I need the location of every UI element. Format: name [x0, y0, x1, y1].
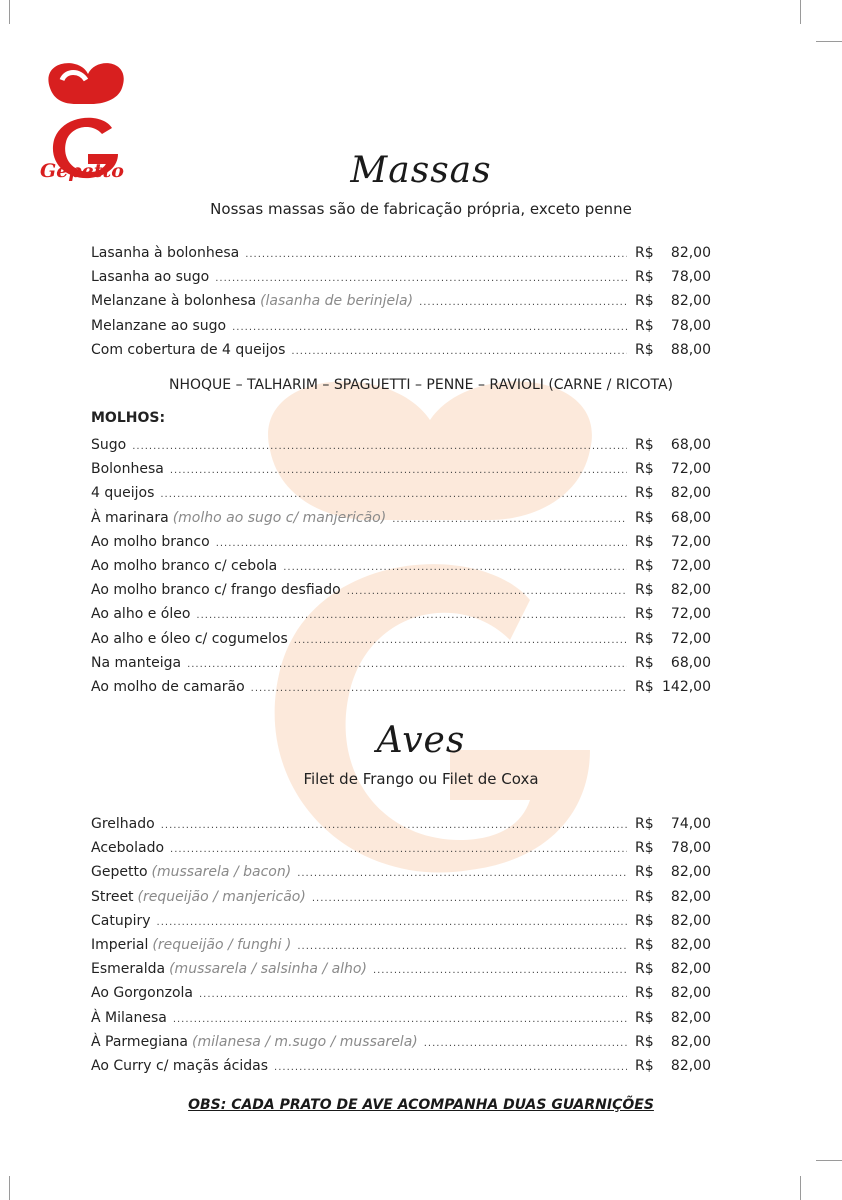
aves-subtitle: Filet de Frango ou Filet de Coxa [303, 770, 539, 788]
menu-item-price [635, 981, 711, 1005]
price-value: 82,00 [670, 864, 711, 881]
menu-item-price [635, 338, 711, 362]
dot-leader [245, 243, 627, 267]
menu-item-price [635, 812, 711, 836]
molhos-label: MOLHOS: [91, 410, 166, 426]
menu-item-price [635, 627, 711, 651]
menu-item-price [635, 241, 711, 265]
dot-leader [132, 435, 627, 459]
menu-item [91, 1030, 711, 1054]
currency-symbol: R$ [635, 985, 654, 1002]
currency-symbol: R$ [635, 533, 654, 550]
price-value: 72,00 [670, 461, 711, 478]
menu-item-price [635, 885, 711, 909]
crop-mark [9, 1176, 10, 1200]
menu-item-name: Ao molho branco [91, 533, 210, 550]
menu-item [91, 627, 711, 651]
menu-item [91, 481, 711, 505]
menu-item-name: Lasanha à bolonhesa [91, 245, 240, 261]
dot-leader [392, 508, 627, 532]
currency-symbol: R$ [635, 912, 654, 929]
menu-item-note: (lasanha de berinjela) [260, 293, 414, 310]
menu-item-price [635, 265, 711, 289]
menu-item [91, 885, 711, 909]
price-value: 82,00 [670, 1057, 711, 1074]
menu-item [91, 860, 711, 884]
menu-item-price [635, 530, 711, 554]
dot-leader [424, 1032, 627, 1056]
menu-item-price [635, 675, 711, 699]
currency-symbol: R$ [635, 630, 654, 647]
menu-item-name: Ao alho e óleo [91, 606, 191, 623]
menu-item-name: Com cobertura de 4 queijos [91, 341, 286, 358]
currency-symbol: R$ [635, 1033, 654, 1050]
aves-title: Aves [376, 720, 466, 761]
dot-leader [297, 862, 627, 886]
menu-item [91, 933, 711, 957]
menu-item-name: Gepetto [91, 864, 148, 881]
dot-leader [173, 1008, 627, 1032]
menu-item-name: Grelhado [91, 816, 155, 832]
price-value: 82,00 [670, 245, 711, 261]
menu-item-price [635, 933, 711, 957]
menu-item [91, 602, 711, 626]
menu-item-name: Bolonhesa [91, 461, 164, 478]
dot-leader [216, 532, 627, 556]
menu-item-price [635, 457, 711, 481]
currency-symbol: R$ [635, 816, 654, 832]
dot-leader [283, 556, 627, 580]
menu-item-price [635, 481, 711, 505]
menu-item [91, 530, 711, 554]
menu-item [91, 1054, 711, 1078]
dot-leader [199, 983, 627, 1007]
currency-symbol: R$ [635, 293, 654, 310]
menu-item [91, 433, 711, 457]
price-value: 82,00 [670, 888, 711, 905]
dot-leader [160, 483, 627, 507]
currency-symbol: R$ [635, 509, 654, 526]
menu-item-note: (mussarela / bacon) [151, 864, 292, 881]
menu-item-name: Melanzane à bolonhesa [91, 293, 257, 310]
menu-item-price [635, 1030, 711, 1054]
menu-item-name: Ao molho de camarão [91, 678, 245, 695]
currency-symbol: R$ [635, 840, 654, 857]
price-value: 82,00 [670, 961, 711, 978]
currency-symbol: R$ [635, 961, 654, 978]
menu-item-name: À marinara [91, 509, 169, 526]
menu-item-name: Esmeralda [91, 961, 166, 978]
menu-item [91, 338, 711, 362]
menu-item [91, 578, 711, 602]
menu-item-name: Melanzane ao sugo [91, 317, 227, 334]
currency-symbol: R$ [635, 582, 654, 599]
massas-list [91, 241, 711, 362]
dot-leader [294, 629, 627, 653]
currency-symbol: R$ [635, 317, 654, 334]
currency-symbol: R$ [635, 557, 654, 574]
price-value: 88,00 [670, 341, 711, 358]
menu-item-price [635, 836, 711, 860]
menu-item-price [635, 578, 711, 602]
price-value: 78,00 [670, 840, 711, 857]
menu-item [91, 651, 711, 675]
aves-list [91, 812, 711, 1078]
crop-mark [9, 0, 10, 24]
menu-item-price [635, 651, 711, 675]
menu-item-name: Ao Gorgonzola [91, 985, 193, 1002]
dot-leader [161, 814, 627, 838]
dot-leader [373, 959, 627, 983]
price-value: 82,00 [670, 985, 711, 1002]
currency-symbol: R$ [635, 936, 654, 953]
menu-item [91, 265, 711, 289]
menu-item-price [635, 433, 711, 457]
currency-symbol: R$ [635, 606, 654, 623]
price-value: 72,00 [670, 533, 711, 550]
menu-item-name: Catupiry [91, 912, 151, 929]
menu-item-name: Street [91, 888, 134, 905]
price-value: 78,00 [670, 317, 711, 334]
logo-text: Gepetto [40, 160, 124, 182]
price-value: 68,00 [670, 654, 711, 671]
menu-item-price [635, 909, 711, 933]
menu-item [91, 289, 711, 313]
price-value: 142,00 [662, 678, 711, 695]
menu-item-note: (requeijão / funghi ) [152, 936, 292, 953]
crop-mark [816, 41, 842, 42]
menu-item-name: Ao Curry c/ maçãs ácidas [91, 1057, 269, 1074]
price-value: 82,00 [670, 582, 711, 599]
currency-symbol: R$ [635, 341, 654, 358]
menu-item-name: Ao molho branco c/ frango desfiado [91, 582, 341, 599]
dot-leader [232, 316, 627, 340]
dot-leader [251, 677, 627, 701]
menu-item [91, 675, 711, 699]
pasta-types: NHOQUE – TALHARIM – SPAGUETTI – PENNE – RAVIOLI (CARNE / RICOTA) [169, 377, 673, 393]
dot-leader [170, 459, 627, 483]
menu-item [91, 981, 711, 1005]
currency-symbol: R$ [635, 888, 654, 905]
currency-symbol: R$ [635, 269, 654, 286]
crop-mark [800, 0, 801, 24]
menu-item [91, 506, 711, 530]
menu-item-name: Ao alho e óleo c/ cogumelos [91, 630, 288, 647]
menu-item-note: (requeijão / manjericão) [137, 888, 306, 905]
menu-item [91, 241, 711, 265]
price-value: 72,00 [670, 630, 711, 647]
menu-item-note: (mussarela / salsinha / alho) [169, 961, 367, 978]
menu-item-name: À Milanesa [91, 1009, 167, 1026]
menu-item-price [635, 860, 711, 884]
massas-subtitle: Nossas massas são de fabricação própria, exceto penne [210, 200, 632, 218]
menu-item [91, 836, 711, 860]
currency-symbol: R$ [635, 654, 654, 671]
currency-symbol: R$ [635, 437, 654, 453]
price-value: 68,00 [670, 509, 711, 526]
dot-leader [297, 935, 627, 959]
menu-item-price [635, 602, 711, 626]
currency-symbol: R$ [635, 1057, 654, 1074]
dot-leader [187, 653, 627, 677]
aves-obs: OBS: CADA PRATO DE AVE ACOMPANHA DUAS GUARNIÇÕES [188, 1097, 654, 1113]
menu-item [91, 314, 711, 338]
dot-leader [347, 580, 627, 604]
massas-title: Massas [350, 150, 492, 191]
menu-item [91, 909, 711, 933]
menu-item-price [635, 314, 711, 338]
dot-leader [157, 911, 627, 935]
menu-item-name: Sugo [91, 437, 127, 453]
price-value: 78,00 [670, 269, 711, 286]
menu-item [91, 957, 711, 981]
menu-item-price [635, 1054, 711, 1078]
dot-leader [274, 1056, 627, 1080]
price-value: 82,00 [670, 293, 711, 310]
currency-symbol: R$ [635, 678, 654, 695]
crop-mark [800, 1176, 801, 1200]
price-value: 82,00 [670, 936, 711, 953]
currency-symbol: R$ [635, 461, 654, 478]
price-value: 68,00 [670, 437, 711, 453]
price-value: 74,00 [670, 816, 711, 832]
menu-item-name: Lasanha ao sugo [91, 269, 210, 286]
menu-item [91, 554, 711, 578]
menu-item-name: 4 queijos [91, 485, 155, 502]
price-value: 82,00 [670, 912, 711, 929]
menu-item-name: Na manteiga [91, 654, 182, 671]
menu-item [91, 1006, 711, 1030]
currency-symbol: R$ [635, 1009, 654, 1026]
currency-symbol: R$ [635, 485, 654, 502]
dot-leader [215, 267, 627, 291]
dot-leader [196, 604, 627, 628]
dot-leader [419, 291, 627, 315]
currency-symbol: R$ [635, 245, 654, 261]
menu-item-note: (molho ao sugo c/ manjericão) [172, 509, 387, 526]
menu-item [91, 812, 711, 836]
menu-item-price [635, 1006, 711, 1030]
menu-item-name: Ao molho branco c/ cebola [91, 557, 278, 574]
molhos-list [91, 433, 711, 699]
menu-item-name: À Parmegiana [91, 1033, 188, 1050]
price-value: 82,00 [670, 1033, 711, 1050]
menu-item-price [635, 506, 711, 530]
currency-symbol: R$ [635, 864, 654, 881]
menu-item-note: (milanesa / m.sugo / mussarela) [192, 1033, 418, 1050]
menu-item-name: Imperial [91, 936, 149, 953]
dot-leader [291, 340, 627, 364]
menu-item-price [635, 289, 711, 313]
dot-leader [170, 838, 627, 862]
crop-mark [816, 1160, 842, 1161]
price-value: 72,00 [670, 606, 711, 623]
price-value: 82,00 [670, 1009, 711, 1026]
dot-leader [312, 887, 627, 911]
price-value: 72,00 [670, 557, 711, 574]
price-value: 82,00 [670, 485, 711, 502]
menu-item-price [635, 957, 711, 981]
menu-item [91, 457, 711, 481]
menu-item-name: Acebolado [91, 840, 165, 857]
menu-item-price [635, 554, 711, 578]
